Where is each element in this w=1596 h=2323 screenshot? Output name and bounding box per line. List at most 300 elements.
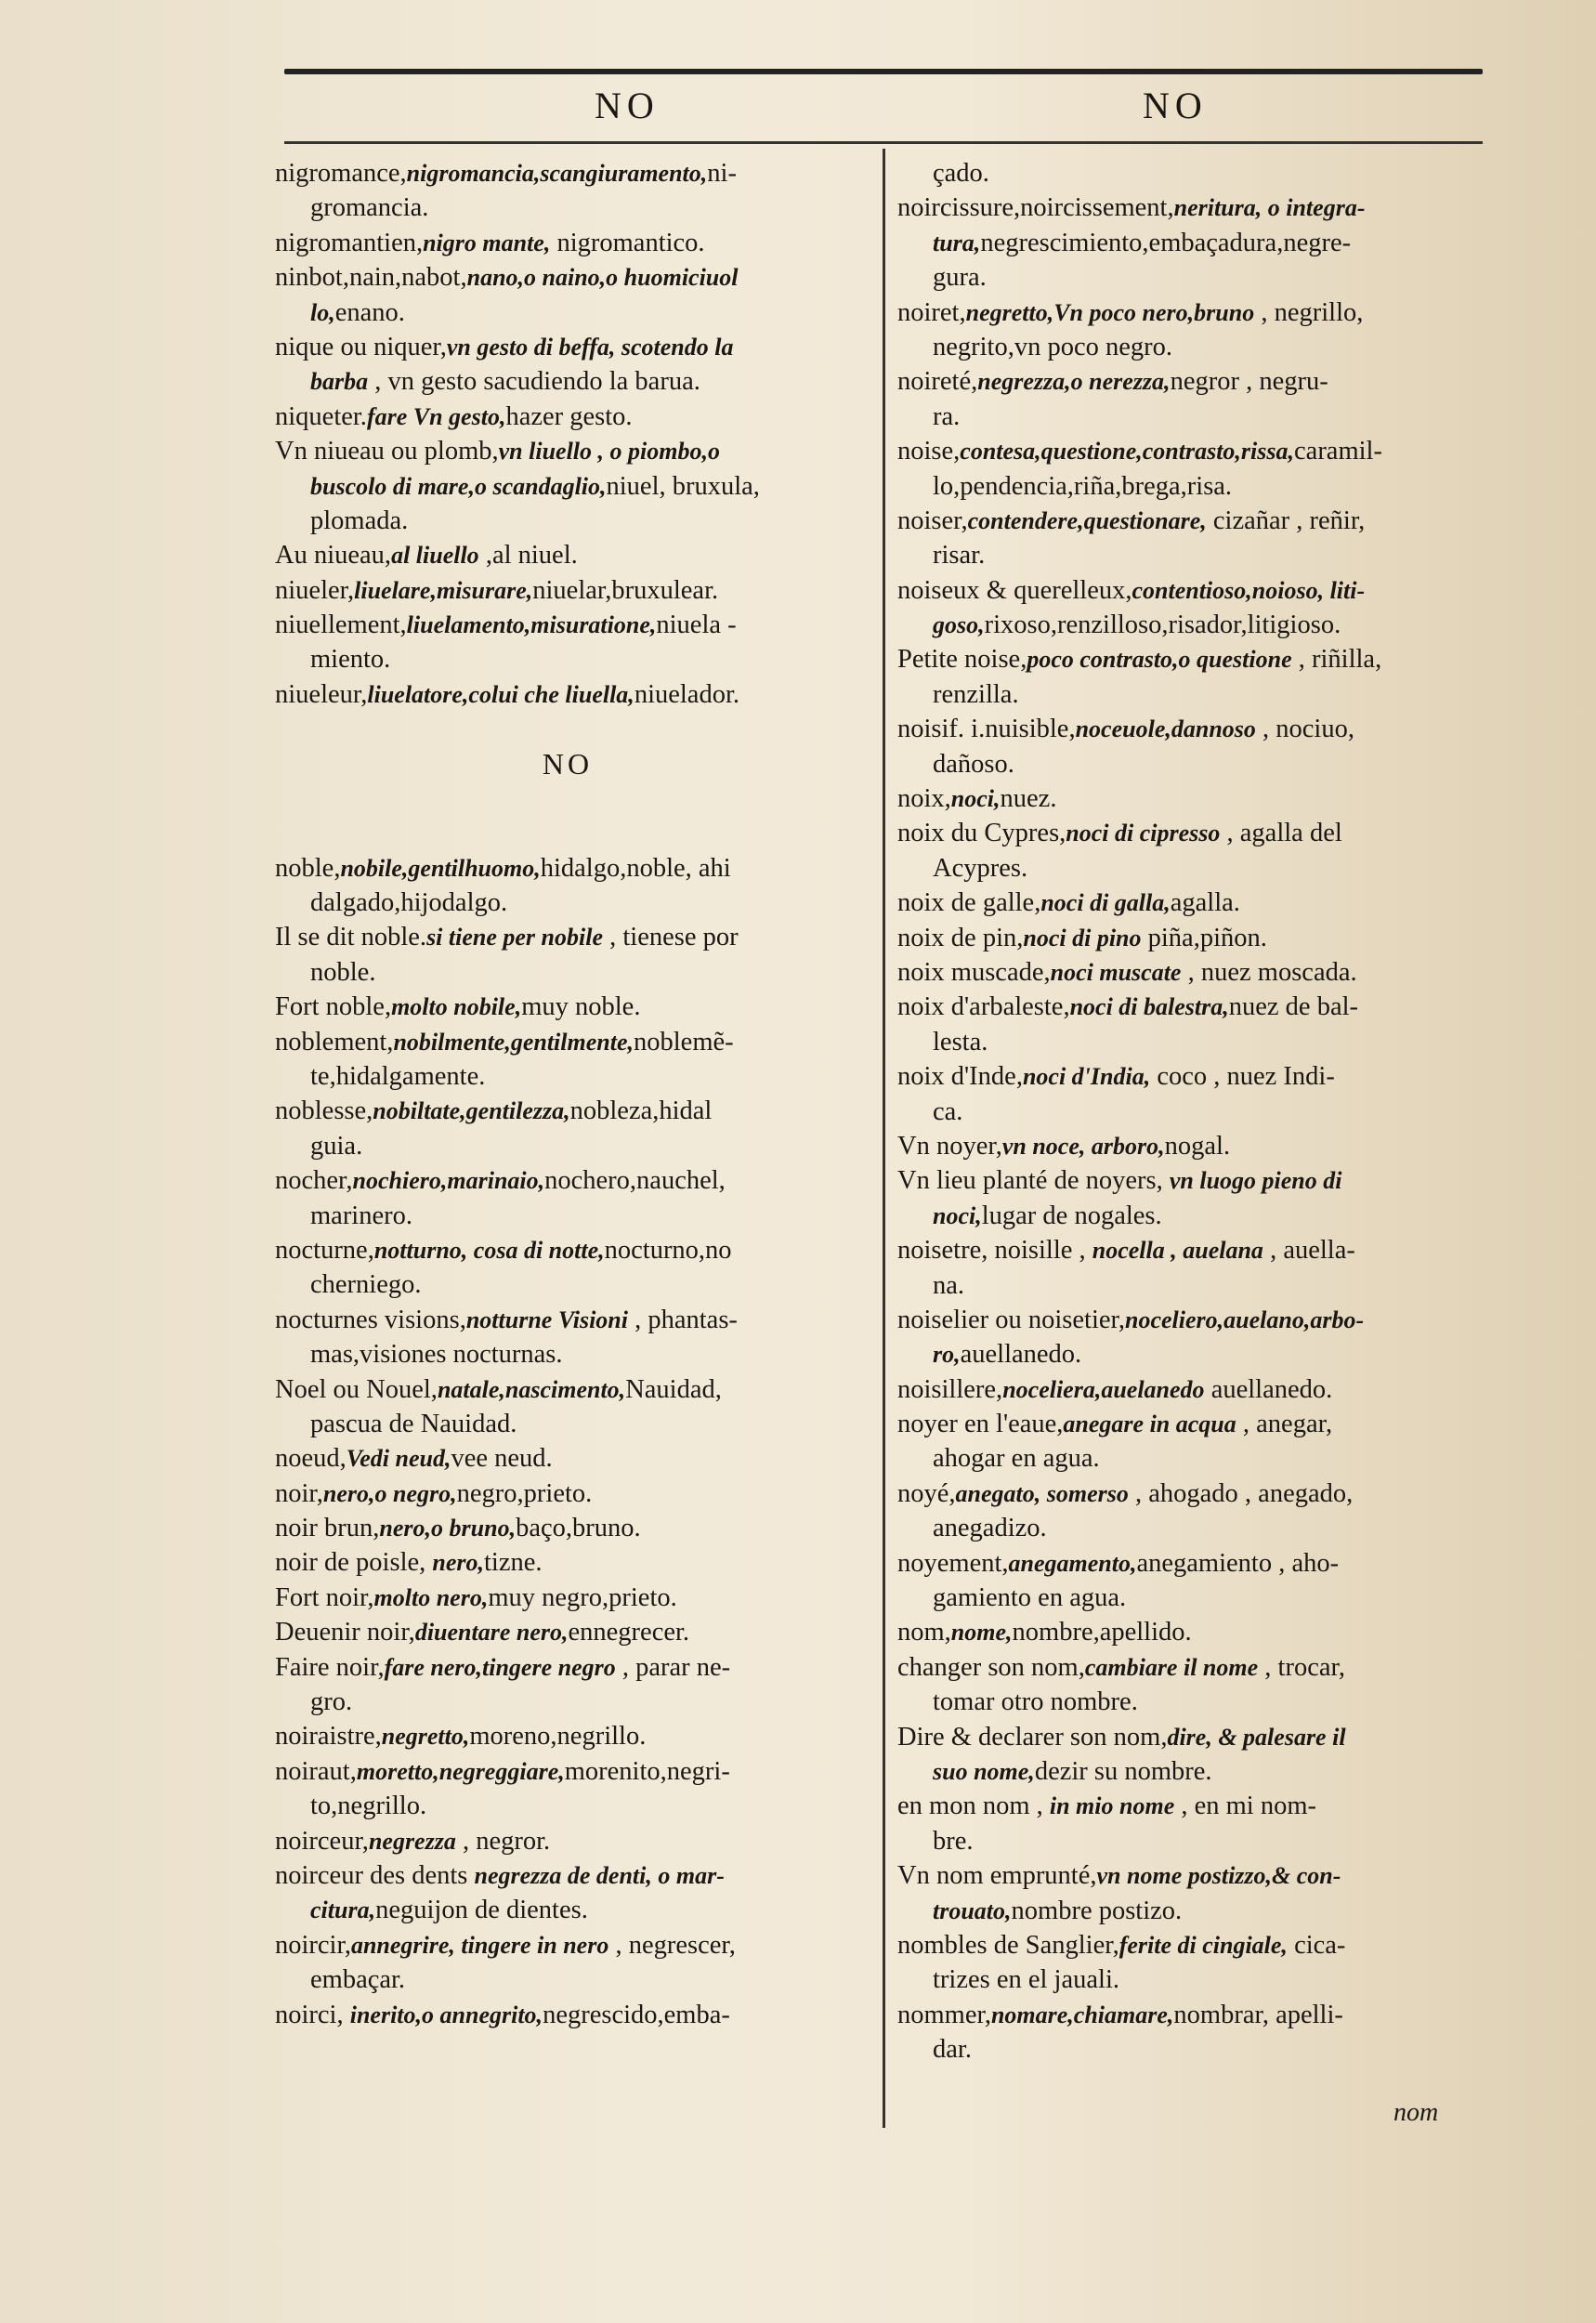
running-head-right: NO [1143, 85, 1208, 126]
french-term: dalgado,hijodalgo. [310, 888, 508, 918]
entry-line [275, 1545, 860, 1580]
italian-term: negrezza,o nerezza, [977, 368, 1171, 396]
spanish-term: nombre,apellido. [1012, 1618, 1192, 1647]
spanish-term: muy noble. [521, 992, 641, 1022]
spanish-term: , nociuo, [1255, 715, 1354, 744]
french-term: niueler, [275, 575, 355, 605]
entry-line [897, 677, 1485, 712]
italian-term: vn noce, arboro, [1001, 1132, 1165, 1160]
italian-term: nocella , auelana [1092, 1237, 1263, 1265]
italian-term: al liuello [391, 542, 479, 570]
spanish-term: noblemẽ- [634, 1027, 734, 1057]
italian-term: buscolo di mare,o scandaglio, [310, 472, 607, 500]
french-term: noircissure,noircissement, [897, 193, 1174, 223]
spanish-term: , agalla del [1220, 819, 1342, 848]
entry-line [275, 295, 860, 330]
entry-line [897, 330, 1485, 364]
entry-line [897, 1095, 1485, 1129]
entry-line [897, 1199, 1485, 1233]
french-term: noix d'arbaleste, [897, 992, 1070, 1022]
french-term: negrito,vn poco negro. [933, 332, 1173, 361]
italian-term: fare Vn gesto, [366, 402, 506, 430]
entry-line [897, 1303, 1485, 1337]
spanish-term: niuel, bruxula, [606, 471, 760, 501]
entry-line [275, 330, 860, 364]
french-term: noiraut, [275, 1756, 357, 1786]
french-term: noix d'Inde, [897, 1062, 1023, 1092]
entry-line [897, 1650, 1485, 1685]
entry-line [275, 1685, 860, 1719]
french-term: Faire noir, [275, 1652, 385, 1682]
entry-line [897, 1059, 1485, 1094]
entry-line [275, 573, 860, 608]
entry-line [275, 1233, 860, 1267]
spanish-term: ennegrecer. [568, 1618, 690, 1647]
entry-line [897, 1824, 1485, 1858]
spanish-term: negrescido,emba- [543, 2000, 730, 2029]
spanish-term: , negror. [455, 1826, 551, 1856]
french-term: nique ou niquer, [275, 332, 447, 361]
italian-term: nobiltate,gentilezza, [373, 1097, 570, 1125]
italian-term: natale,nascimento, [437, 1375, 626, 1403]
entry-line [275, 190, 860, 225]
entry-line [275, 1893, 860, 1927]
entry-line [897, 1441, 1485, 1476]
french-term: noix de pin, [897, 923, 1024, 952]
entry-line [275, 226, 860, 260]
spanish-term: cizañar , reñir, [1206, 505, 1366, 535]
french-term: nocturnes visions, [275, 1305, 466, 1334]
french-term: noir, [275, 1478, 323, 1508]
spanish-term: neguijon de dientes. [375, 1896, 588, 1925]
entry-line [275, 1962, 860, 1997]
entry-line [275, 1719, 860, 1753]
spanish-term: , parar ne- [615, 1652, 731, 1682]
entry-line [275, 990, 860, 1024]
italian-term: contentioso,noioso, liti- [1132, 576, 1366, 604]
entry-line [897, 1928, 1485, 1962]
french-term: ninbot,nain,nabot, [275, 263, 467, 293]
italian-term: noceliera,auelanedo [1002, 1375, 1205, 1403]
french-term: Au niueau, [275, 541, 392, 571]
italian-term: fare nero,tingere negro [384, 1653, 616, 1681]
italian-term: goso, [933, 611, 985, 639]
italian-term: vn gesto di beffa, scotendo la [446, 333, 734, 361]
entry-line [275, 1094, 860, 1128]
french-term: gromancia. [310, 193, 429, 223]
italian-term: nero,o bruno, [379, 1515, 517, 1542]
entry-line [275, 608, 860, 642]
italian-term: contesa,questione,contrasto,rissa, [960, 438, 1295, 466]
french-term: nombles de Sanglier, [897, 1930, 1119, 1960]
entry-line [897, 712, 1485, 746]
french-term: nommer, [897, 2000, 991, 2029]
spanish-term: , vn gesto sacudiendo la barua. [368, 367, 700, 397]
french-term: Noel ou Nouel, [275, 1374, 438, 1404]
spanish-term: , trocar, [1258, 1652, 1345, 1682]
french-term: anegadizo. [933, 1514, 1047, 1543]
entry-line [897, 990, 1485, 1024]
entry-line [897, 1720, 1485, 1754]
spanish-term: ni- [707, 159, 737, 188]
entry-line [275, 1059, 860, 1094]
french-term: ca. [933, 1096, 963, 1126]
entry-line [897, 1615, 1485, 1649]
italian-term: noceuole,dannoso [1075, 715, 1256, 743]
entry-line [897, 2032, 1485, 2067]
entry-line [275, 1407, 860, 1441]
spanish-term: lugar de nogales. [981, 1201, 1162, 1230]
spanish-term: enano. [334, 297, 405, 327]
spanish-term: coco , nuez Indi- [1150, 1062, 1335, 1092]
french-term: gamiento en agua. [933, 1583, 1127, 1613]
entry-line [275, 538, 860, 572]
entry-line [275, 1025, 860, 1059]
french-term: noblesse, [275, 1096, 373, 1126]
italian-term: liuelatore,colui che liuella, [367, 680, 634, 708]
french-term: ra. [933, 401, 961, 431]
spanish-term: ,al niuel. [478, 541, 578, 571]
entry-line [275, 1754, 860, 1789]
entry-line [897, 816, 1485, 850]
french-term: niueleur, [275, 679, 368, 709]
spanish-term: anegamiento , aho- [1136, 1548, 1340, 1578]
italian-term: negretto,Vn poco nero,bruno [965, 298, 1255, 326]
french-term: nigromantien, [275, 228, 424, 257]
entry-line [275, 1650, 860, 1685]
french-term: nom, [897, 1618, 951, 1647]
entry-line [897, 1962, 1485, 1997]
entry-line [275, 1789, 860, 1823]
entry-line [897, 469, 1485, 504]
french-term: noircir, [275, 1930, 351, 1960]
entry-line [897, 156, 1485, 190]
spanish-term: dezir su nombre. [1034, 1756, 1212, 1786]
italian-term: noceliero,auelano,arbo- [1125, 1306, 1365, 1333]
french-term: miento. [310, 645, 391, 675]
italian-term: annegrire, tingere in nero [350, 1931, 609, 1959]
spanish-term: , tienese por [603, 923, 739, 952]
spanish-term: piña,piñon. [1141, 923, 1267, 952]
french-term: Vn noyer, [897, 1131, 1002, 1161]
french-term: noisillere, [897, 1374, 1003, 1404]
spanish-term: , negrescer, [608, 1930, 736, 1960]
entry-line [897, 1511, 1485, 1545]
french-term: tomar otro nombre. [933, 1687, 1138, 1717]
italian-term: lo, [310, 298, 335, 326]
french-term: noyer en l'eaue, [897, 1410, 1064, 1439]
french-term: nocher, [275, 1166, 353, 1196]
entry-line [897, 921, 1485, 955]
spanish-term: , auella- [1262, 1236, 1355, 1266]
entry-line [897, 1268, 1485, 1303]
italian-term: si tiene per nobile [426, 924, 603, 952]
french-term: Vn lieu planté de noyers, [897, 1166, 1170, 1196]
spanish-term: auellanedo. [960, 1340, 1082, 1370]
entry-line [897, 1337, 1485, 1371]
entry-line [275, 1928, 860, 1962]
entry-line [897, 260, 1485, 295]
entry-line [897, 190, 1485, 225]
entry-line [275, 1303, 860, 1337]
french-term: dar. [933, 2035, 972, 2065]
french-term: pascua de Nauidad. [310, 1409, 517, 1438]
entry-line [897, 886, 1485, 920]
entry-line [897, 538, 1485, 572]
french-term: marinero. [310, 1201, 412, 1230]
spanish-term: , negrillo, [1254, 297, 1364, 327]
spanish-term: nogal. [1164, 1131, 1231, 1161]
entry-line [897, 1894, 1485, 1928]
italian-term: vn nome postizzo,& con- [1096, 1862, 1341, 1890]
french-term: risar. [933, 541, 986, 571]
spanish-term: hidalgo,noble, ahi [540, 853, 731, 883]
entry-line [275, 1163, 860, 1198]
french-term: noireté, [897, 367, 978, 397]
entry-line [897, 1685, 1485, 1719]
entry-line [897, 573, 1485, 608]
spanish-term: Nauidad, [625, 1374, 722, 1404]
spanish-term: , riñilla, [1291, 645, 1382, 675]
french-term: noix muscade, [897, 957, 1051, 987]
top-rule [284, 69, 1483, 74]
entry-line [275, 364, 860, 399]
italian-term: moretto,negreggiare, [356, 1757, 565, 1785]
entry-line [897, 295, 1485, 330]
french-term: niuellement, [275, 610, 407, 640]
spanish-term: baço,bruno. [516, 1514, 641, 1543]
spanish-term: hazer gesto. [505, 401, 633, 431]
entry-line [275, 1337, 860, 1371]
french-term: lesta. [933, 1027, 988, 1057]
italian-term: negretto, [381, 1723, 470, 1751]
italian-term: noci di galla, [1040, 889, 1171, 917]
spanish-term: negro,prieto. [456, 1478, 593, 1508]
entry-line [897, 1372, 1485, 1407]
spanish-term: nuez de bal- [1228, 992, 1359, 1022]
italian-term: dire, & palesare il [1167, 1723, 1346, 1751]
spanish-term: nocturno,no [604, 1235, 732, 1265]
italian-term: nano,o naino,o huomiciuol [466, 264, 739, 292]
entry-line [275, 851, 860, 886]
french-term: gro. [310, 1687, 353, 1717]
entry-line [897, 364, 1485, 399]
french-term: Vn nom emprunté, [897, 1861, 1097, 1891]
entry-line [897, 1407, 1485, 1441]
entry-line [275, 1199, 860, 1233]
french-term: dañoso. [933, 749, 1014, 779]
french-term: noble. [310, 957, 376, 987]
entry-line [275, 920, 860, 954]
italian-term: liuelamento,misuratione, [406, 611, 657, 639]
right-column [897, 156, 1485, 2067]
spanish-term: rixoso,renzilloso,risador,litigioso. [984, 610, 1341, 640]
french-term: ahogar en agua. [933, 1444, 1100, 1474]
spanish-term: nochero,nauchel, [544, 1166, 726, 1196]
spanish-term: nombre postizo. [1011, 1896, 1183, 1925]
french-term: noisetre, noisille , [897, 1236, 1092, 1266]
french-term: Deuenir noir, [275, 1618, 415, 1647]
italian-term: nomare,chiamare, [990, 2001, 1174, 2028]
italian-term: nigromancia,scangiuramento, [406, 160, 708, 187]
french-term: noise, [897, 437, 961, 466]
italian-term: vn luogo pieno di [1169, 1167, 1342, 1195]
italian-term: ferite di cingiale, [1119, 1931, 1288, 1959]
french-term: guia. [310, 1131, 363, 1161]
entry-line [897, 1163, 1485, 1198]
french-term: na. [933, 1270, 965, 1300]
spanish-term: cica- [1287, 1930, 1346, 1960]
entry-line [275, 434, 860, 468]
spanish-term: agalla. [1170, 888, 1240, 918]
italian-term: anegamento, [1008, 1549, 1137, 1577]
spanish-term: , phantas- [627, 1305, 738, 1334]
italian-term: nobilmente,gentilmente, [393, 1028, 634, 1056]
spanish-term: nuez. [1000, 784, 1057, 814]
french-term: Petite noise, [897, 645, 1027, 675]
french-term: mas,visiones nocturnas. [310, 1340, 563, 1370]
spanish-term: negrescimiento,embaçadura,negre- [980, 228, 1352, 257]
entry-line [897, 1581, 1485, 1615]
italian-term: nome, [950, 1619, 1013, 1647]
french-term: noix du Cypres, [897, 819, 1066, 848]
french-term: bre. [933, 1826, 974, 1856]
french-term: Fort noir, [275, 1582, 374, 1612]
italian-term: nochiero,marinaio, [352, 1167, 545, 1195]
italian-term: noci di cipresso [1066, 820, 1221, 847]
entry-line [275, 1581, 860, 1615]
french-term: niqueter. [275, 401, 367, 431]
italian-term: vn liuello , o piombo,o [498, 438, 720, 466]
italian-term: negrezza de denti, o mar- [474, 1861, 725, 1889]
left-column [275, 156, 860, 2032]
spanish-term: , en mi nom- [1174, 1791, 1317, 1821]
french-term: noir brun, [275, 1514, 380, 1543]
entry-line [897, 642, 1485, 676]
italian-term: nobile,gentilhuomo, [340, 854, 541, 882]
entry-line [275, 1372, 860, 1407]
french-term: changer son nom, [897, 1652, 1085, 1682]
french-term: nigromance, [275, 159, 407, 188]
spanish-term: niuelar,bruxulear. [532, 575, 719, 605]
spanish-term: niuela - [656, 610, 737, 640]
italian-term: noci, [950, 785, 1001, 813]
italian-term: negrezza [368, 1827, 456, 1855]
entry-line [897, 1858, 1485, 1893]
italian-term: anegare in acqua [1063, 1411, 1236, 1438]
spanish-term: tizne. [484, 1548, 543, 1578]
french-term: Dire & declarer son nom, [897, 1722, 1168, 1752]
entry-line [275, 642, 860, 676]
entry-line [275, 1267, 860, 1302]
french-term: noyé, [897, 1478, 956, 1508]
header-rule [284, 141, 1483, 144]
entry-line [897, 504, 1485, 538]
italian-term: barba [310, 368, 369, 396]
spanish-term: , ahogado , anegado, [1128, 1478, 1354, 1508]
italian-term: molto nobile, [391, 993, 522, 1021]
italian-term: diuentare nero, [414, 1619, 569, 1647]
blank-line [275, 816, 860, 850]
entry-line [275, 1998, 860, 2032]
italian-term: inerito,o annegrito, [349, 2001, 543, 2028]
spanish-term: niuelador. [634, 679, 739, 709]
french-term: cherniego. [310, 1270, 422, 1300]
italian-term: noci d'India, [1022, 1063, 1151, 1091]
entry-line [275, 1441, 860, 1476]
french-term: lo,pendencia,riña,brega,risa. [933, 471, 1233, 501]
spanish-term: moreno,negrillo. [469, 1722, 647, 1752]
french-term: Vn niueau ou plomb, [275, 437, 499, 466]
french-term: noiret, [897, 297, 966, 327]
italian-term: suo nome, [933, 1757, 1035, 1785]
entry-line [897, 226, 1485, 260]
italian-term: molto nero, [373, 1583, 489, 1611]
entry-line [897, 1789, 1485, 1823]
french-term: noyement, [897, 1548, 1009, 1578]
french-term: to,negrillo. [310, 1791, 427, 1821]
french-term: Fort noble, [275, 992, 392, 1022]
french-term: gura. [933, 263, 987, 293]
french-term: noble, [275, 853, 341, 883]
italian-term: noci muscate [1050, 958, 1182, 986]
entry-line [275, 677, 860, 712]
italian-term: anegato, somerso [955, 1479, 1129, 1507]
french-term: noix de galle, [897, 888, 1041, 918]
french-term: noir de poisle, [275, 1548, 433, 1578]
italian-term: citura, [310, 1896, 376, 1924]
french-term: noirci, [275, 2000, 350, 2029]
entry-line [897, 955, 1485, 990]
italian-term: contendere,questionare, [967, 506, 1207, 534]
spanish-term: muy negro,prieto. [488, 1582, 677, 1612]
french-term: noirceur des dents [275, 1860, 475, 1890]
french-term: noirceur, [275, 1826, 369, 1856]
entry-line [897, 1546, 1485, 1581]
french-term: noiselier ou noisetier, [897, 1305, 1126, 1334]
spanish-term: , anegar, [1236, 1410, 1333, 1439]
french-term: noeud, [275, 1444, 347, 1474]
running-head-left: NO [595, 85, 660, 126]
spanish-term: nobleza,hidal [569, 1096, 713, 1126]
french-term: plomada. [310, 505, 409, 535]
entry-line [275, 1858, 860, 1893]
italian-term: liuelare,misurare, [354, 576, 533, 604]
spanish-term: nigromantico. [550, 228, 705, 257]
italian-term: nigro mante, [423, 229, 551, 256]
italian-term: Vedi neud, [346, 1445, 451, 1473]
italian-term: poco contrasto,o questione [1027, 646, 1292, 674]
entry-line [275, 1476, 860, 1511]
entry-line [897, 1476, 1485, 1511]
french-term: trizes en el jauali. [933, 1965, 1119, 1995]
entry-line [897, 434, 1485, 468]
entry-line [275, 504, 860, 538]
spanish-term: negror , negru- [1170, 367, 1328, 397]
entry-line [275, 886, 860, 920]
entry-line [275, 400, 860, 434]
french-term: çado. [933, 159, 989, 188]
italian-term: noci di balestra, [1069, 993, 1229, 1021]
entry-line [275, 1511, 860, 1545]
entry-line [275, 1129, 860, 1163]
italian-term: notturno, cosa di notte, [373, 1236, 605, 1264]
italian-term: notturne Visioni [465, 1306, 628, 1333]
french-term: Il se dit noble. [275, 923, 427, 952]
column-divider [883, 149, 885, 2128]
entry-line [897, 1754, 1485, 1789]
entry-line [897, 608, 1485, 642]
